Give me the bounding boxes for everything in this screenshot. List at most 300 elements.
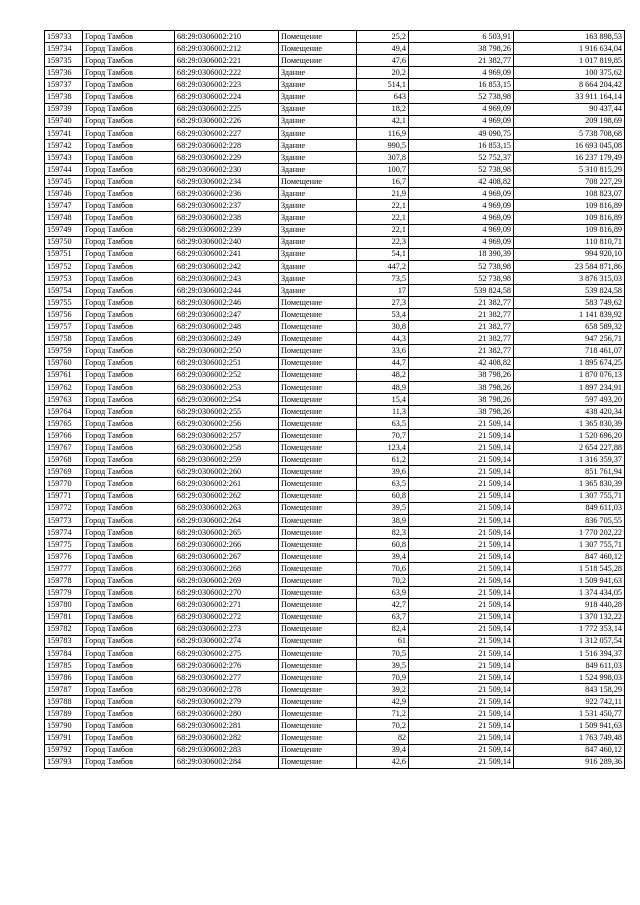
object-type-cell: Помещение [279,599,357,611]
area-cell: 82 [357,732,409,744]
area-cell: 70,2 [357,720,409,732]
cadastral-value-cell: 849 611,03 [514,502,625,514]
city-cell: Город Тамбов [83,260,175,272]
row-number-cell: 159743 [45,151,83,163]
object-type-cell: Помещение [279,563,357,575]
object-type-cell: Здание [279,115,357,127]
area-cell: 15,4 [357,393,409,405]
specific-value-cell: 21 509,14 [409,538,514,550]
table-row [45,91,625,103]
cadastral-value-cell: 5 738 708,68 [514,127,625,139]
cadastral-value-cell: 1 531 450,77 [514,708,625,720]
specific-value-cell: 21 382,77 [409,345,514,357]
cadastral-number-cell: 68:29:0306002:269 [175,575,279,587]
row-number-cell: 159778 [45,575,83,587]
row-number-cell: 159780 [45,599,83,611]
cadastral-value-cell: 1 897 234,91 [514,381,625,393]
row-number-cell: 159767 [45,442,83,454]
city-cell: Город Тамбов [83,272,175,284]
table-row [45,31,625,43]
row-number-cell: 159757 [45,321,83,333]
table-row [45,188,625,200]
object-type-cell: Помещение [279,708,357,720]
specific-value-cell: 21 509,14 [409,587,514,599]
cadastral-number-cell: 68:29:0306002:264 [175,514,279,526]
table-row [45,260,625,272]
area-cell: 38,9 [357,514,409,526]
cadastral-number-cell: 68:29:0306002:277 [175,671,279,683]
object-type-cell: Помещение [279,405,357,417]
cadastral-number-cell: 68:29:0306002:238 [175,212,279,224]
row-number-cell: 159740 [45,115,83,127]
row-number-cell: 159771 [45,490,83,502]
specific-value-cell: 21 509,14 [409,418,514,430]
specific-value-cell: 21 509,14 [409,575,514,587]
table-row [45,563,625,575]
row-number-cell: 159736 [45,67,83,79]
area-cell: 63,5 [357,478,409,490]
cadastral-number-cell: 68:29:0306002:262 [175,490,279,502]
area-cell: 39,5 [357,659,409,671]
row-number-cell: 159754 [45,284,83,296]
row-number-cell: 159735 [45,55,83,67]
row-number-cell: 159776 [45,551,83,563]
table-row [45,442,625,454]
cadastral-number-cell: 68:29:0306002:222 [175,67,279,79]
cadastral-number-cell: 68:29:0306002:259 [175,454,279,466]
object-type-cell: Помещение [279,442,357,454]
object-type-cell: Помещение [279,623,357,635]
table-row [45,635,625,647]
specific-value-cell: 38 798,26 [409,369,514,381]
row-number-cell: 159786 [45,671,83,683]
city-cell: Город Тамбов [83,502,175,514]
cadastral-value-cell: 209 198,69 [514,115,625,127]
table-row [45,684,625,696]
cadastral-number-cell: 68:29:0306002:251 [175,357,279,369]
area-cell: 63,5 [357,418,409,430]
table-row [45,478,625,490]
table-row [45,430,625,442]
table-body [45,31,625,769]
city-cell: Город Тамбов [83,671,175,683]
cadastral-value-cell: 918 440,28 [514,599,625,611]
table-row [45,55,625,67]
specific-value-cell: 21 509,14 [409,466,514,478]
object-type-cell: Помещение [279,659,357,671]
area-cell: 39,4 [357,744,409,756]
row-number-cell: 159750 [45,236,83,248]
area-cell: 53,4 [357,309,409,321]
city-cell: Город Тамбов [83,309,175,321]
area-cell: 63,9 [357,587,409,599]
city-cell: Город Тамбов [83,732,175,744]
table-row [45,176,625,188]
specific-value-cell: 21 509,14 [409,671,514,683]
table-row [45,623,625,635]
cadastral-value-cell: 1 895 674,25 [514,357,625,369]
city-cell: Город Тамбов [83,659,175,671]
row-number-cell: 159739 [45,103,83,115]
city-cell: Город Тамбов [83,720,175,732]
object-type-cell: Здание [279,212,357,224]
city-cell: Город Тамбов [83,248,175,260]
cadastral-number-cell: 68:29:0306002:283 [175,744,279,756]
row-number-cell: 159772 [45,502,83,514]
object-type-cell: Помещение [279,418,357,430]
specific-value-cell: 21 509,14 [409,490,514,502]
row-number-cell: 159768 [45,454,83,466]
table-row [45,659,625,671]
specific-value-cell: 21 509,14 [409,551,514,563]
table-row [45,418,625,430]
cadastral-number-cell: 68:29:0306002:271 [175,599,279,611]
object-type-cell: Здание [279,224,357,236]
city-cell: Город Тамбов [83,55,175,67]
city-cell: Город Тамбов [83,67,175,79]
cadastral-number-cell: 68:29:0306002:223 [175,79,279,91]
object-type-cell: Помещение [279,647,357,659]
cadastral-number-cell: 68:29:0306002:227 [175,127,279,139]
cadastral-value-cell: 438 420,34 [514,405,625,417]
cadastral-value-cell: 836 705,55 [514,514,625,526]
cadastral-value-cell: 916 289,36 [514,756,625,768]
specific-value-cell: 4 969,09 [409,236,514,248]
city-cell: Город Тамбов [83,599,175,611]
city-cell: Город Тамбов [83,744,175,756]
object-type-cell: Здание [279,272,357,284]
city-cell: Город Тамбов [83,756,175,768]
area-cell: 22,1 [357,200,409,212]
specific-value-cell: 21 382,77 [409,55,514,67]
city-cell: Город Тамбов [83,647,175,659]
area-cell: 447,2 [357,260,409,272]
row-number-cell: 159770 [45,478,83,490]
cadastral-number-cell: 68:29:0306002:240 [175,236,279,248]
city-cell: Город Тамбов [83,393,175,405]
city-cell: Город Тамбов [83,345,175,357]
cadastral-value-cell: 5 310 815,29 [514,164,625,176]
object-type-cell: Здание [279,67,357,79]
row-number-cell: 159745 [45,176,83,188]
specific-value-cell: 52 738,98 [409,164,514,176]
cadastral-number-cell: 68:29:0306002:255 [175,405,279,417]
city-cell: Город Тамбов [83,79,175,91]
cadastral-value-cell: 708 227,29 [514,176,625,188]
table-row [45,671,625,683]
area-cell: 70,5 [357,647,409,659]
object-type-cell: Помещение [279,176,357,188]
city-cell: Город Тамбов [83,514,175,526]
specific-value-cell: 52 752,37 [409,151,514,163]
specific-value-cell: 21 509,14 [409,611,514,623]
area-cell: 22,1 [357,224,409,236]
cadastral-number-cell: 68:29:0306002:242 [175,260,279,272]
object-type-cell: Помещение [279,490,357,502]
row-number-cell: 159749 [45,224,83,236]
table-row [45,369,625,381]
row-number-cell: 159755 [45,297,83,309]
row-number-cell: 159785 [45,659,83,671]
specific-value-cell: 4 969,09 [409,115,514,127]
area-cell: 22,1 [357,212,409,224]
table-row [45,297,625,309]
cadastral-value-cell: 23 584 871,86 [514,260,625,272]
city-cell: Город Тамбов [83,575,175,587]
object-type-cell: Здание [279,91,357,103]
area-cell: 11,3 [357,405,409,417]
object-type-cell: Помещение [279,333,357,345]
area-cell: 47,6 [357,55,409,67]
city-cell: Город Тамбов [83,188,175,200]
city-cell: Город Тамбов [83,466,175,478]
specific-value-cell: 21 509,14 [409,635,514,647]
row-number-cell: 159759 [45,345,83,357]
table-row [45,720,625,732]
area-cell: 42,1 [357,115,409,127]
area-cell: 990,5 [357,139,409,151]
row-number-cell: 159779 [45,587,83,599]
row-number-cell: 159789 [45,708,83,720]
area-cell: 123,4 [357,442,409,454]
cadastral-number-cell: 68:29:0306002:280 [175,708,279,720]
cadastral-value-cell: 1 370 132,22 [514,611,625,623]
cadastral-value-cell: 1 509 941,63 [514,575,625,587]
table-row [45,538,625,550]
table-row [45,647,625,659]
area-cell: 39,6 [357,466,409,478]
cadastral-number-cell: 68:29:0306002:237 [175,200,279,212]
cadastral-value-cell: 90 437,44 [514,103,625,115]
object-type-cell: Помещение [279,635,357,647]
specific-value-cell: 4 969,09 [409,67,514,79]
row-number-cell: 159734 [45,43,83,55]
cadastral-value-cell: 3 876 315,03 [514,272,625,284]
table-row [45,212,625,224]
cadastral-number-cell: 68:29:0306002:241 [175,248,279,260]
row-number-cell: 159790 [45,720,83,732]
specific-value-cell: 16 853,15 [409,139,514,151]
object-type-cell: Помещение [279,720,357,732]
specific-value-cell: 38 798,26 [409,43,514,55]
specific-value-cell: 21 509,14 [409,514,514,526]
city-cell: Город Тамбов [83,212,175,224]
row-number-cell: 159773 [45,514,83,526]
specific-value-cell: 21 509,14 [409,599,514,611]
city-cell: Город Тамбов [83,151,175,163]
object-type-cell: Помещение [279,575,357,587]
area-cell: 100,7 [357,164,409,176]
city-cell: Город Тамбов [83,321,175,333]
cadastral-value-cell: 100 375,62 [514,67,625,79]
table-row [45,200,625,212]
specific-value-cell: 52 738,98 [409,260,514,272]
specific-value-cell: 21 382,77 [409,309,514,321]
specific-value-cell: 21 509,14 [409,756,514,768]
object-type-cell: Здание [279,79,357,91]
cadastral-value-cell: 16 693 045,08 [514,139,625,151]
cadastral-value-cell: 108 823,07 [514,188,625,200]
table-row [45,744,625,756]
row-number-cell: 159793 [45,756,83,768]
row-number-cell: 159733 [45,31,83,43]
row-number-cell: 159763 [45,393,83,405]
object-type-cell: Помещение [279,526,357,538]
cadastral-value-cell: 583 749,62 [514,297,625,309]
object-type-cell: Помещение [279,297,357,309]
cadastral-number-cell: 68:29:0306002:282 [175,732,279,744]
cadastral-value-cell: 1 316 359,37 [514,454,625,466]
cadastral-value-cell: 1 763 749,48 [514,732,625,744]
row-number-cell: 159784 [45,647,83,659]
cadastral-value-cell: 718 461,07 [514,345,625,357]
city-cell: Город Тамбов [83,381,175,393]
specific-value-cell: 42 408,82 [409,357,514,369]
table-row [45,321,625,333]
city-cell: Город Тамбов [83,405,175,417]
specific-value-cell: 38 798,26 [409,381,514,393]
table-row [45,732,625,744]
row-number-cell: 159737 [45,79,83,91]
cadastral-value-cell: 851 761,94 [514,466,625,478]
table-row [45,502,625,514]
specific-value-cell: 4 969,09 [409,103,514,115]
cadastral-value-cell: 947 256,71 [514,333,625,345]
row-number-cell: 159777 [45,563,83,575]
specific-value-cell: 21 509,14 [409,442,514,454]
cadastral-number-cell: 68:29:0306002:260 [175,466,279,478]
specific-value-cell: 21 509,14 [409,647,514,659]
area-cell: 514,1 [357,79,409,91]
row-number-cell: 159781 [45,611,83,623]
specific-value-cell: 6 503,91 [409,31,514,43]
object-type-cell: Помещение [279,671,357,683]
cadastral-value-cell: 8 664 204,42 [514,79,625,91]
row-number-cell: 159760 [45,357,83,369]
city-cell: Город Тамбов [83,164,175,176]
city-cell: Город Тамбов [83,284,175,296]
cadastral-value-cell: 597 493,20 [514,393,625,405]
specific-value-cell: 21 382,77 [409,297,514,309]
area-cell: 33,6 [357,345,409,357]
table-row [45,514,625,526]
specific-value-cell: 16 853,15 [409,79,514,91]
cadastral-number-cell: 68:29:0306002:212 [175,43,279,55]
area-cell: 61,2 [357,454,409,466]
cadastral-number-cell: 68:29:0306002:281 [175,720,279,732]
object-type-cell: Помещение [279,478,357,490]
cadastral-value-cell: 1 520 696,20 [514,430,625,442]
city-cell: Город Тамбов [83,357,175,369]
specific-value-cell: 21 509,14 [409,563,514,575]
cadastral-value-cell: 16 237 179,49 [514,151,625,163]
city-cell: Город Тамбов [83,127,175,139]
table-row [45,599,625,611]
row-number-cell: 159791 [45,732,83,744]
city-cell: Город Тамбов [83,236,175,248]
area-cell: 20,2 [357,67,409,79]
area-cell: 70,7 [357,430,409,442]
specific-value-cell: 21 509,14 [409,684,514,696]
area-cell: 42,7 [357,599,409,611]
object-type-cell: Помещение [279,514,357,526]
row-number-cell: 159747 [45,200,83,212]
area-cell: 30,8 [357,321,409,333]
row-number-cell: 159738 [45,91,83,103]
row-number-cell: 159744 [45,164,83,176]
object-type-cell: Помещение [279,454,357,466]
row-number-cell: 159741 [45,127,83,139]
specific-value-cell: 42 408,82 [409,176,514,188]
row-number-cell: 159783 [45,635,83,647]
table-row [45,611,625,623]
cadastral-value-cell: 109 816,89 [514,212,625,224]
row-number-cell: 159748 [45,212,83,224]
specific-value-cell: 38 798,26 [409,393,514,405]
table-row [45,103,625,115]
object-type-cell: Помещение [279,381,357,393]
cadastral-number-cell: 68:29:0306002:234 [175,176,279,188]
area-cell: 73,5 [357,272,409,284]
city-cell: Город Тамбов [83,623,175,635]
specific-value-cell: 21 509,14 [409,623,514,635]
specific-value-cell: 21 382,77 [409,333,514,345]
table-row [45,79,625,91]
cadastral-value-cell: 110 810,71 [514,236,625,248]
cadastral-value-cell: 849 611,03 [514,659,625,671]
cadastral-value-cell: 1 374 434,05 [514,587,625,599]
city-cell: Город Тамбов [83,418,175,430]
specific-value-cell: 21 382,77 [409,321,514,333]
city-cell: Город Тамбов [83,563,175,575]
cadastral-value-cell: 922 742,11 [514,696,625,708]
table-row [45,248,625,260]
specific-value-cell: 21 509,14 [409,526,514,538]
specific-value-cell: 52 738,98 [409,272,514,284]
table-row [45,696,625,708]
document-page [44,30,625,769]
city-cell: Город Тамбов [83,708,175,720]
object-type-cell: Помещение [279,321,357,333]
cadastral-number-cell: 68:29:0306002:261 [175,478,279,490]
object-type-cell: Здание [279,139,357,151]
cadastral-value-cell: 33 911 164,14 [514,91,625,103]
table-row [45,43,625,55]
city-cell: Город Тамбов [83,430,175,442]
table-row [45,405,625,417]
area-cell: 63,7 [357,611,409,623]
specific-value-cell: 18 390,39 [409,248,514,260]
area-cell: 307,8 [357,151,409,163]
specific-value-cell: 21 509,14 [409,659,514,671]
cadastral-number-cell: 68:29:0306002:230 [175,164,279,176]
city-cell: Город Тамбов [83,333,175,345]
cadastral-value-cell: 1 365 830,39 [514,418,625,430]
area-cell: 60,8 [357,538,409,550]
cadastral-number-cell: 68:29:0306002:246 [175,297,279,309]
area-cell: 70,9 [357,671,409,683]
specific-value-cell: 21 509,14 [409,478,514,490]
cadastral-value-cell: 2 654 227,88 [514,442,625,454]
cadastral-number-cell: 68:29:0306002:276 [175,659,279,671]
cadastral-number-cell: 68:29:0306002:221 [175,55,279,67]
area-cell: 22,3 [357,236,409,248]
table-row [45,164,625,176]
area-cell: 44,3 [357,333,409,345]
cadastral-value-cell: 1 312 057,54 [514,635,625,647]
cadastral-number-cell: 68:29:0306002:258 [175,442,279,454]
row-number-cell: 159746 [45,188,83,200]
